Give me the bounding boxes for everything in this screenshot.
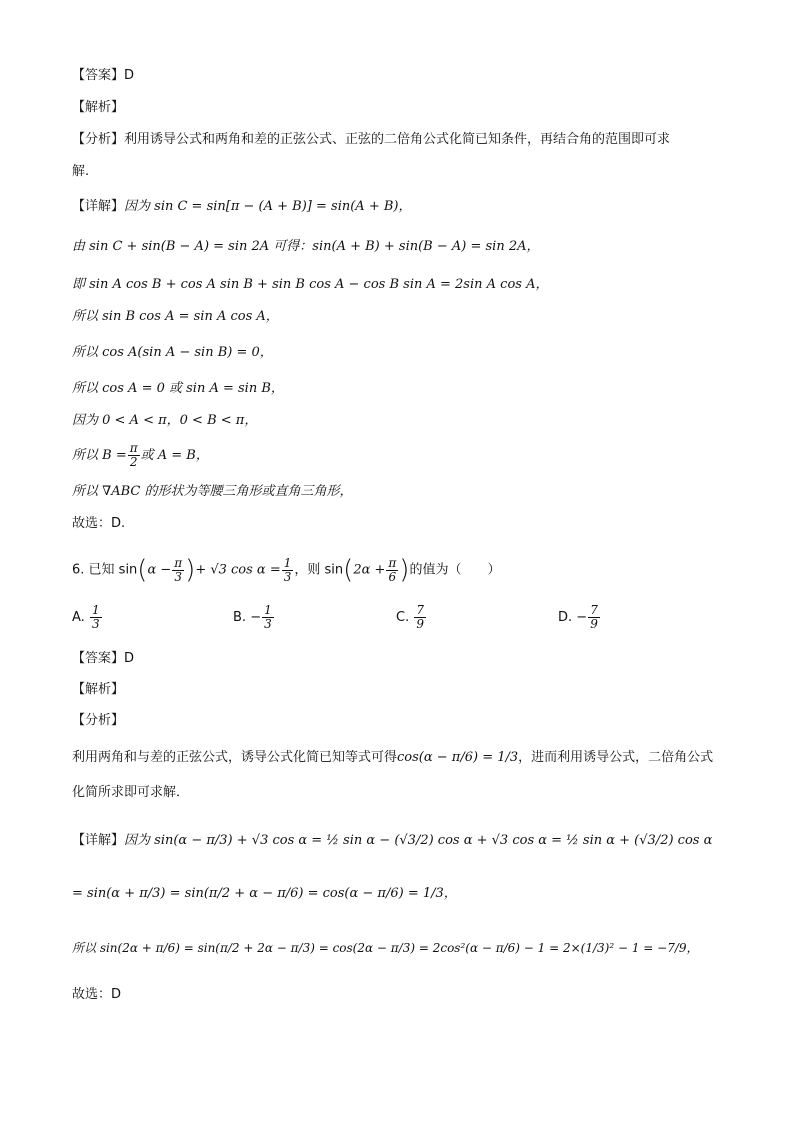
denominator: 9 xyxy=(416,617,424,631)
numerator: 7 xyxy=(416,603,424,617)
fenxi-formula: cos(α − π/6) = 1/3 xyxy=(397,750,519,765)
numerator: 1 xyxy=(264,603,272,617)
q6-fenxi-line-2: 化简所求即可求解． xyxy=(72,785,190,800)
q6-detail-line-3 xyxy=(72,938,699,958)
option-d[interactable] xyxy=(558,604,601,631)
stem-text: 6. 已知 sin xyxy=(72,562,138,578)
detail-tag: 【详解】 xyxy=(72,833,125,848)
option-a[interactable] xyxy=(72,604,103,631)
detail-formula: 因为 sin(α − π/3) + √3 cos α = ½ sin α − (√3/2) cos α + √3 cos α = ½ sin α + (√3/2) cos α xyxy=(124,833,713,848)
q5-fenxi-line xyxy=(72,130,670,150)
fenxi-text: 利用诱导公式和两角和差的正弦公式、正弦的二倍角公式化简已知条件，再结合角的范围即可求 xyxy=(124,132,671,147)
detail-formula: 因为 sin C = sin[π − (A + B)] = sin(A + B)， xyxy=(124,199,412,214)
stem-text: ，则 sin xyxy=(294,562,344,578)
detail-tag: 【详解】 xyxy=(72,199,125,214)
option-fraction xyxy=(90,604,102,631)
detail-formula: 由 sin C + sin(B − A) = sin 2A 可得：sin(A + B) + sin(B − A) = sin 2A， xyxy=(72,239,540,254)
numerator: 1 xyxy=(91,603,100,617)
q6-fenxi-tag: 【分析】 xyxy=(72,713,125,728)
fenxi-text: ，进而利用诱导公式，二倍角公式 xyxy=(518,750,714,765)
denominator: 2 xyxy=(129,455,138,469)
denominator: 9 xyxy=(590,617,598,631)
stem-text: 的值为（ ） xyxy=(409,562,501,578)
detail-formula: 所以 ∇ABC 的形状为等腰三角形或直角三角形， xyxy=(72,484,353,499)
answer-value: D xyxy=(124,68,135,83)
numerator: π xyxy=(174,555,183,570)
fenxi-text: 利用两角和与差的正弦公式，诱导公式化简已知等式可得 xyxy=(72,750,398,765)
detail-formula: 所以 sin B cos A = sin A cos A， xyxy=(72,309,279,324)
detail-formula: 所以 cos A = 0 或 sin A = sin B， xyxy=(72,381,284,396)
numerator: π xyxy=(129,441,138,455)
detail-formula: 或 A = B， xyxy=(140,448,209,463)
fraction xyxy=(386,557,398,584)
denominator: 3 xyxy=(264,617,272,631)
paren-right: ) xyxy=(185,555,196,585)
numerator: π xyxy=(388,555,397,570)
detail-formula: 所以 sin(2α + π/6) = sin(π/2 + 2α − π/3) = cos(2α − π/3) = 2cos²(α − π/6) − 1 = 2×(1/3)² − 1 = −7/9， xyxy=(72,941,699,955)
option-fraction xyxy=(588,604,600,631)
option-label: B. xyxy=(233,610,247,625)
denominator: 3 xyxy=(91,617,100,631)
denominator: 6 xyxy=(388,569,397,584)
option-sign: − xyxy=(250,610,262,625)
detail-formula: 因为 0 < A < π，0 < B < π， xyxy=(72,413,258,428)
q6-fenxi-line-1 xyxy=(72,748,713,768)
answer-value: D xyxy=(124,651,135,666)
detail-formula: 即 sin A cos B + cos A sin B + sin B cos A − cos B sin A = 2sin A cos A， xyxy=(72,277,549,292)
detail-formula: 所以 cos A(sin A − sin B) = 0， xyxy=(72,345,273,360)
q5-detail-line-8 xyxy=(72,441,209,471)
q6-final-line: 故选：D xyxy=(72,987,122,1002)
q5-detail-line-1 xyxy=(72,197,411,217)
denominator: 3 xyxy=(283,569,292,584)
q5-detail-line-9 xyxy=(72,482,352,502)
q5-detail-line-6 xyxy=(72,379,284,399)
paren-left: ( xyxy=(343,555,354,585)
detail-formula: 所以 B = xyxy=(72,448,127,463)
answer-tag: 【答案】 xyxy=(72,651,125,666)
q6-analysis-tag: 【解析】 xyxy=(72,682,125,697)
q6-stem xyxy=(72,553,500,588)
option-label: A. xyxy=(72,610,85,625)
stem-formula: α − xyxy=(147,562,172,578)
fraction xyxy=(172,557,184,584)
q5-detail-line-7 xyxy=(72,411,257,431)
q5-analysis-tag: 【解析】 xyxy=(72,100,125,115)
detail-formula: = sin(α + π/3) = sin(π/2 + α − π/6) = cos(α − π/6) = 1/3， xyxy=(72,886,457,901)
q5-answer-line xyxy=(72,66,134,86)
option-label: C. xyxy=(396,610,410,625)
option-c[interactable] xyxy=(396,604,427,631)
q5-detail-line-3 xyxy=(72,275,548,295)
q6-detail-line-2 xyxy=(72,884,457,904)
q5-detail-line-5 xyxy=(72,343,273,363)
q6-answer-line xyxy=(72,649,134,669)
q5-detail-line-4 xyxy=(72,307,279,327)
fenxi-tag: 【分析】 xyxy=(72,132,125,147)
option-fraction xyxy=(262,604,274,631)
q5-detail-line-2 xyxy=(72,237,540,257)
answer-tag: 【答案】 xyxy=(72,68,125,83)
numerator: 7 xyxy=(590,603,598,617)
stem-formula: + √3 cos α = xyxy=(195,562,281,578)
fraction xyxy=(282,557,294,584)
stem-formula: 2α + xyxy=(353,562,386,578)
paren-left: ( xyxy=(137,555,148,585)
q5-fenxi-line-2: 解. xyxy=(72,164,90,179)
paren-right: ) xyxy=(399,555,410,585)
option-fraction xyxy=(414,604,426,631)
fraction xyxy=(128,442,140,469)
option-label: D. xyxy=(558,610,573,625)
q6-detail-line-1 xyxy=(72,831,712,851)
q5-detail-line-10: 故选：D. xyxy=(72,516,126,531)
numerator: 1 xyxy=(283,555,292,570)
option-sign: − xyxy=(576,610,588,625)
option-b[interactable] xyxy=(233,604,275,631)
denominator: 3 xyxy=(174,569,183,584)
